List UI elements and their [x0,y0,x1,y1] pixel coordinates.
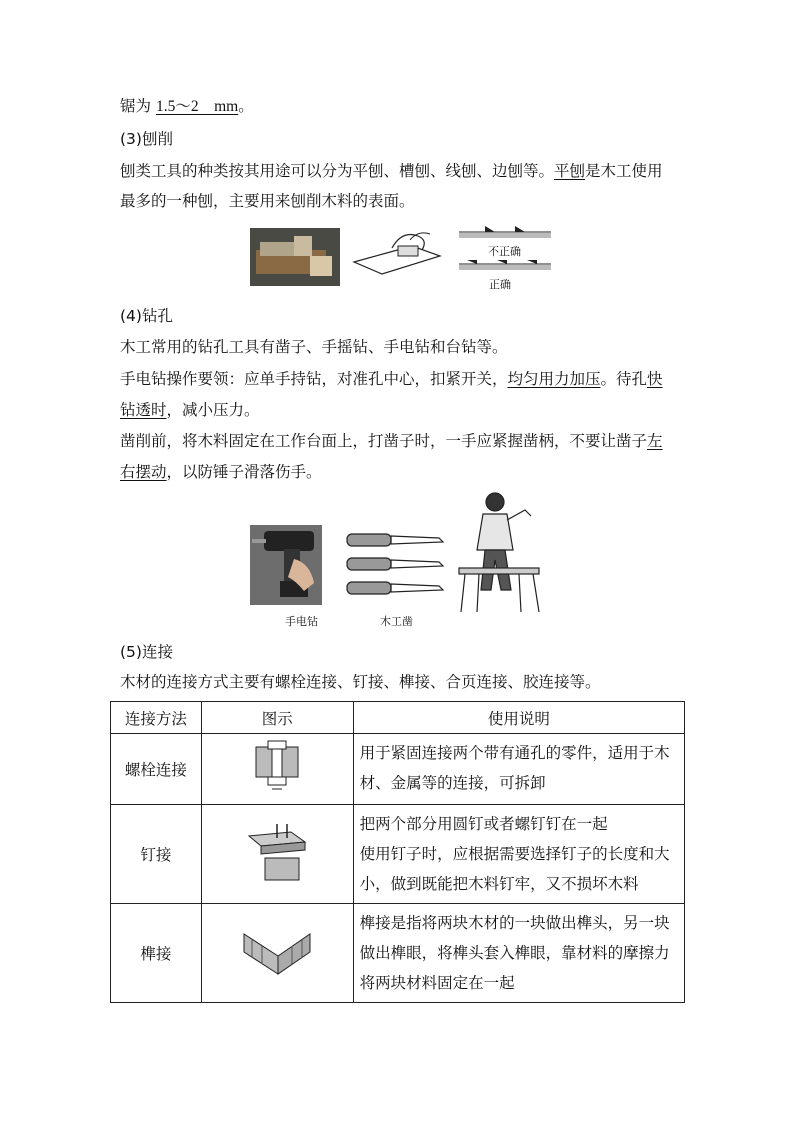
method-cell: 榫接 [111,904,202,1003]
drilling-line-3 [120,399,260,421]
figure-cell [201,805,353,904]
header-figure: 图示 [201,702,353,734]
chisels-drawing [343,528,447,598]
figure-cell [201,734,353,805]
text: ，以防锤子滑落伤手。 [166,463,322,481]
underlined-term: 平刨 [554,162,586,180]
drilling-line-2 [120,368,663,390]
table-row [111,904,685,1003]
joining-methods-table [110,701,685,1003]
planing-hands-drawing [352,226,444,276]
drilling-line-1: 木工常用的钻孔工具有凿子、手摇钻、手电钻和台钻等。 [120,338,508,356]
bolt-joint-icon [252,739,302,795]
saw-spec-value: 1.5～2 mm [155,98,239,115]
chisel-icon [343,528,447,598]
plane-label-wrong: 不正确 [488,245,521,258]
mortise-joint-icon [242,926,312,976]
worker-icon [455,488,545,616]
electric-drill-icon [250,525,322,605]
description-cell [353,805,684,904]
chiseling-line-2 [120,461,322,483]
figure-cell [201,904,353,1003]
method-cell: 螺栓连接 [111,734,202,805]
underlined-term: 钻透时 [120,401,167,419]
underlined-term: 快 [647,370,663,388]
header-method: 连接方法 [111,702,202,734]
table-row [111,805,685,904]
table-header-row [111,702,685,734]
saw-spec-line [120,95,254,118]
underlined-term: 左 [647,432,663,450]
text: 。待孔 [600,370,648,388]
text: 锯为 [120,97,156,115]
text: ，减小压力。 [166,401,260,419]
underlined-term: 均匀用力加压 [507,370,601,388]
text: 手电钻操作要领：应单手持钻，对准孔中心，扣紧开关， [120,370,508,388]
text: 刨类工具的种类按其用途可以分为平刨、槽刨、线刨、边刨等。 [120,162,555,180]
description-line: 使用钉子时，应根据需要选择钉子的长度和大小，做到既能把木料钉牢，又不损坏木料 [359,845,670,893]
description-cell: 榫接是指将两块木材的一块做出榫头，另一块做出榫眼，将榫头套入榫眼，靠材料的摩擦力将两块材料固定在一起 [353,904,684,1003]
chisel-caption: 木工凿 [380,615,413,628]
section-heading-planing: (3)刨削 [120,130,173,148]
description-cell: 用于紧固连接两个带有通孔的零件，适用于木材、金属等的连接，可拆卸 [353,734,684,805]
nail-joint-icon [247,822,307,882]
planing-line-1 [120,160,663,182]
text: 是木工使用 [585,162,663,180]
section-heading-drilling: (4)钻孔 [120,307,173,325]
worker-chiseling-drawing [455,488,545,616]
planing-hands-icon [352,226,444,276]
method-cell: 钉接 [111,805,202,904]
text: 。 [238,97,254,115]
chiseling-line-1 [120,430,663,452]
drill-caption: 手电钻 [285,615,318,628]
plane-photo [250,228,340,286]
plane-label-right: 正确 [489,278,511,291]
planing-line-2: 最多的一种刨，主要用来刨削木料的表面。 [120,192,415,210]
table-row [111,734,685,805]
electric-drill-photo [250,525,322,605]
joining-intro: 木材的连接方式主要有螺栓连接、钉接、榫接、合页连接、胶连接等。 [120,673,601,691]
header-description: 使用说明 [353,702,684,734]
description-line: 把两个部分用圆钉或者螺钉钉在一起 [359,815,608,833]
plane-photo-icon [250,228,340,286]
text: 凿削前，将木料固定在工作台面上，打凿子时，一手应紧握凿柄，不要让凿子 [120,432,648,450]
underlined-term: 右摆动 [120,463,167,481]
section-heading-joining: (5)连接 [120,643,173,661]
